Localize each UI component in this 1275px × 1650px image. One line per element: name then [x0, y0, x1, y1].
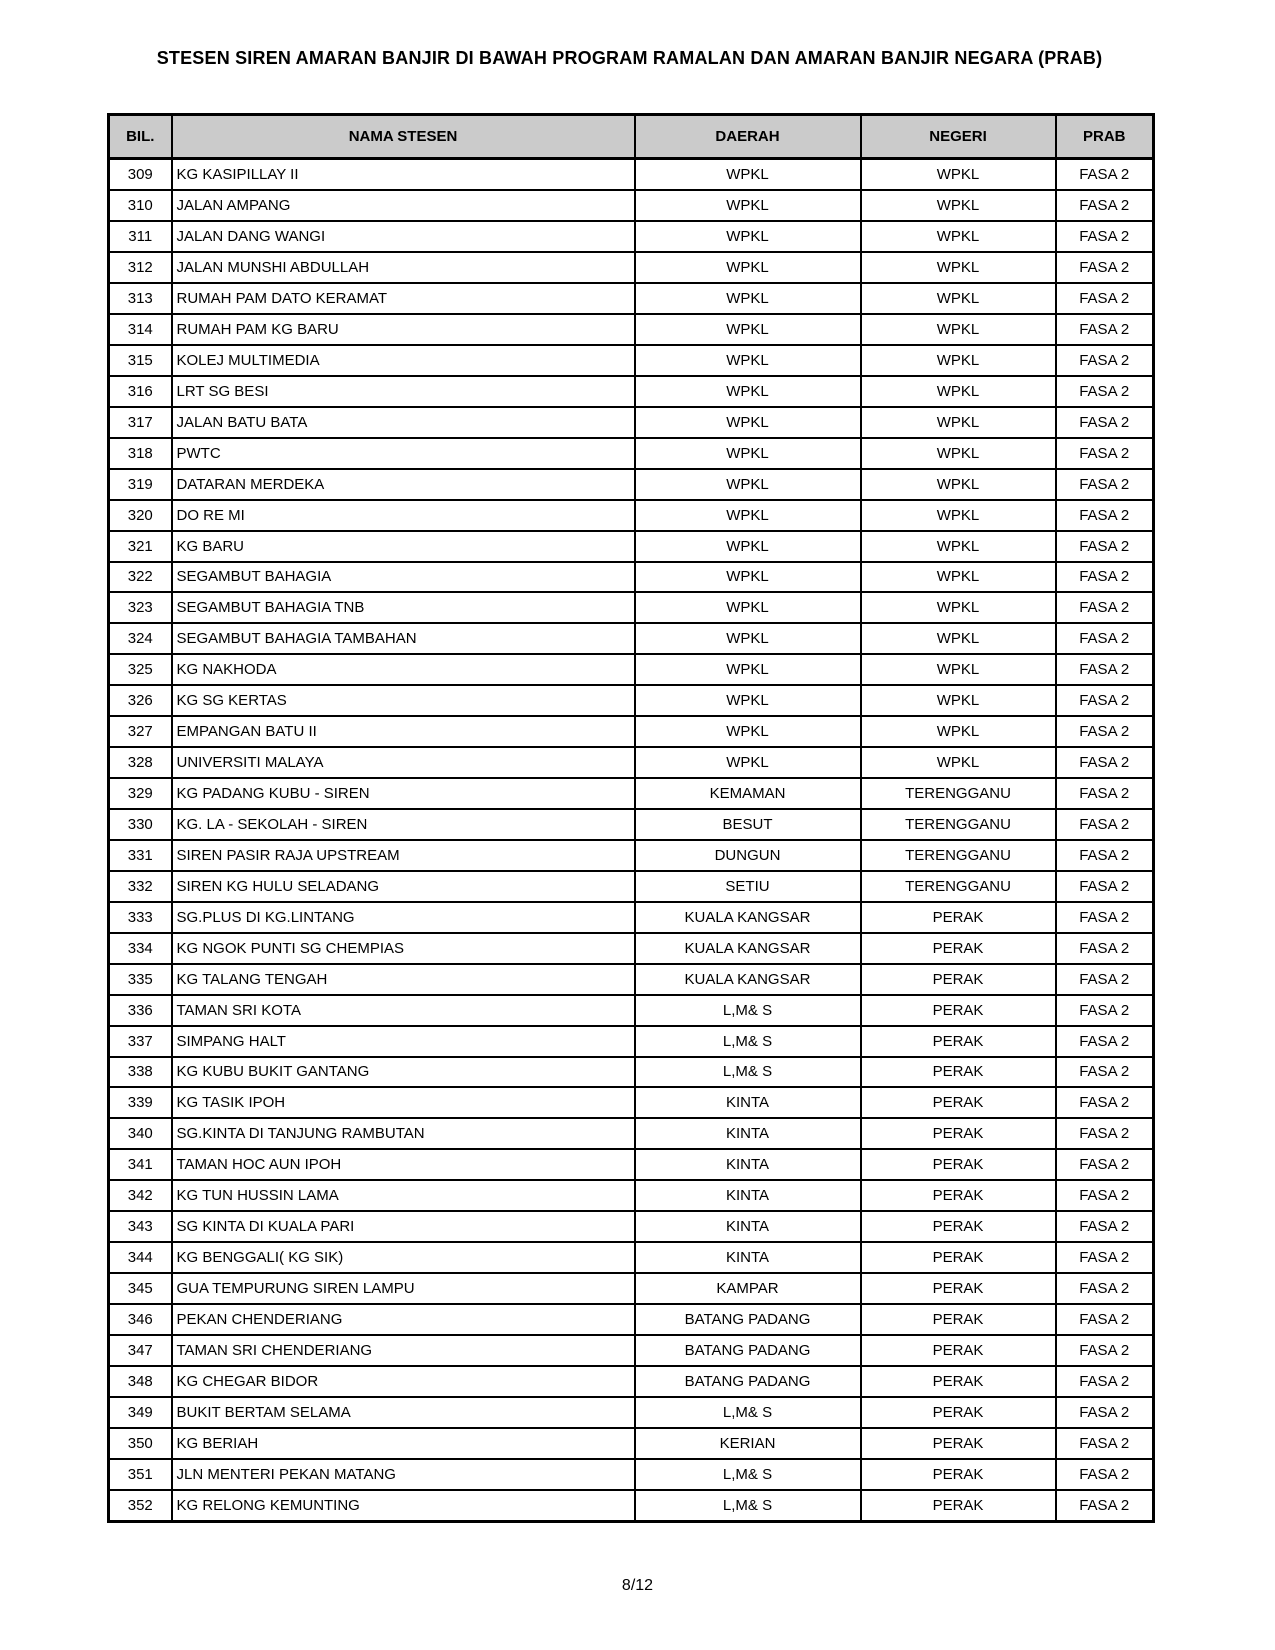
- station-name-cell: KG KASIPILLAY II: [172, 159, 635, 191]
- state-cell: PERAK: [861, 1490, 1056, 1522]
- district-cell: WPKL: [635, 190, 861, 221]
- table-row: [109, 531, 1154, 562]
- station-name-cell: EMPANGAN BATU II: [172, 716, 635, 747]
- district-cell: L,M& S: [635, 1026, 861, 1057]
- table-row: [109, 345, 1154, 376]
- prab-phase-cell: FASA 2: [1056, 314, 1154, 345]
- bil-cell: 333: [109, 902, 172, 933]
- table-row: [109, 1428, 1154, 1459]
- bil-cell: 335: [109, 964, 172, 995]
- table-row: [109, 809, 1154, 840]
- prab-phase-cell: FASA 2: [1056, 1273, 1154, 1304]
- district-cell: L,M& S: [635, 1459, 861, 1490]
- district-cell: BATANG PADANG: [635, 1304, 861, 1335]
- bil-cell: 311: [109, 221, 172, 252]
- state-cell: PERAK: [861, 1335, 1056, 1366]
- station-name-cell: SIREN PASIR RAJA UPSTREAM: [172, 840, 635, 871]
- state-cell: WPKL: [861, 345, 1056, 376]
- state-cell: WPKL: [861, 623, 1056, 654]
- district-cell: WPKL: [635, 221, 861, 252]
- prab-phase-cell: FASA 2: [1056, 747, 1154, 778]
- district-cell: L,M& S: [635, 995, 861, 1026]
- state-cell: WPKL: [861, 159, 1056, 191]
- prab-phase-cell: FASA 2: [1056, 1026, 1154, 1057]
- district-cell: WPKL: [635, 376, 861, 407]
- table-row: [109, 1397, 1154, 1428]
- table-row: [109, 871, 1154, 902]
- district-cell: WPKL: [635, 747, 861, 778]
- station-name-cell: SG.PLUS DI KG.LINTANG: [172, 902, 635, 933]
- prab-phase-cell: FASA 2: [1056, 1180, 1154, 1211]
- station-name-cell: SEGAMBUT BAHAGIA: [172, 562, 635, 593]
- table-row: [109, 190, 1154, 221]
- prab-phase-cell: FASA 2: [1056, 190, 1154, 221]
- table-row: [109, 592, 1154, 623]
- station-name-cell: RUMAH PAM KG BARU: [172, 314, 635, 345]
- table-row: [109, 840, 1154, 871]
- state-cell: TERENGGANU: [861, 871, 1056, 902]
- prab-phase-cell: FASA 2: [1056, 345, 1154, 376]
- prab-phase-cell: FASA 2: [1056, 654, 1154, 685]
- state-cell: WPKL: [861, 221, 1056, 252]
- district-cell: WPKL: [635, 469, 861, 500]
- station-name-cell: BUKIT BERTAM SELAMA: [172, 1397, 635, 1428]
- district-cell: L,M& S: [635, 1490, 861, 1522]
- district-cell: KEMAMAN: [635, 778, 861, 809]
- prab-phase-cell: FASA 2: [1056, 1428, 1154, 1459]
- prab-phase-cell: FASA 2: [1056, 221, 1154, 252]
- station-name-cell: SIREN KG HULU SELADANG: [172, 871, 635, 902]
- station-name-cell: KG RELONG KEMUNTING: [172, 1490, 635, 1522]
- table-row: [109, 438, 1154, 469]
- district-cell: WPKL: [635, 345, 861, 376]
- table-row: [109, 283, 1154, 314]
- siren-stations-table: [107, 113, 1155, 1523]
- district-cell: KINTA: [635, 1242, 861, 1273]
- station-name-cell: KG CHEGAR BIDOR: [172, 1366, 635, 1397]
- station-name-cell: KG PADANG KUBU - SIREN: [172, 778, 635, 809]
- state-cell: TERENGGANU: [861, 778, 1056, 809]
- station-name-cell: JALAN DANG WANGI: [172, 221, 635, 252]
- bil-cell: 334: [109, 933, 172, 964]
- state-cell: WPKL: [861, 376, 1056, 407]
- bil-cell: 343: [109, 1211, 172, 1242]
- district-cell: WPKL: [635, 252, 861, 283]
- prab-phase-cell: FASA 2: [1056, 716, 1154, 747]
- state-cell: PERAK: [861, 933, 1056, 964]
- column-header-bil: BIL.: [109, 115, 172, 159]
- state-cell: WPKL: [861, 407, 1056, 438]
- bil-cell: 309: [109, 159, 172, 191]
- station-name-cell: KG TUN HUSSIN LAMA: [172, 1180, 635, 1211]
- prab-phase-cell: FASA 2: [1056, 1118, 1154, 1149]
- state-cell: PERAK: [861, 1459, 1056, 1490]
- table-row: [109, 1057, 1154, 1088]
- state-cell: WPKL: [861, 747, 1056, 778]
- district-cell: WPKL: [635, 592, 861, 623]
- bil-cell: 310: [109, 190, 172, 221]
- bil-cell: 332: [109, 871, 172, 902]
- prab-phase-cell: FASA 2: [1056, 1490, 1154, 1522]
- station-name-cell: TAMAN SRI CHENDERIANG: [172, 1335, 635, 1366]
- district-cell: WPKL: [635, 407, 861, 438]
- table-row: [109, 1149, 1154, 1180]
- table-row: [109, 1490, 1154, 1522]
- prab-phase-cell: FASA 2: [1056, 1211, 1154, 1242]
- bil-cell: 337: [109, 1026, 172, 1057]
- district-cell: KUALA KANGSAR: [635, 933, 861, 964]
- state-cell: PERAK: [861, 1304, 1056, 1335]
- table-row: [109, 964, 1154, 995]
- state-cell: WPKL: [861, 190, 1056, 221]
- state-cell: TERENGGANU: [861, 809, 1056, 840]
- station-name-cell: SIMPANG HALT: [172, 1026, 635, 1057]
- station-name-cell: JLN MENTERI PEKAN MATANG: [172, 1459, 635, 1490]
- district-cell: KERIAN: [635, 1428, 861, 1459]
- bil-cell: 324: [109, 623, 172, 654]
- prab-phase-cell: FASA 2: [1056, 283, 1154, 314]
- prab-phase-cell: FASA 2: [1056, 1304, 1154, 1335]
- table-row: [109, 1211, 1154, 1242]
- station-name-cell: KG KUBU BUKIT GANTANG: [172, 1057, 635, 1088]
- table-row: [109, 314, 1154, 345]
- state-cell: PERAK: [861, 1211, 1056, 1242]
- station-name-cell: KG. LA - SEKOLAH - SIREN: [172, 809, 635, 840]
- bil-cell: 320: [109, 500, 172, 531]
- table-header-row: [109, 115, 1154, 159]
- bil-cell: 312: [109, 252, 172, 283]
- district-cell: WPKL: [635, 562, 861, 593]
- column-header-prab: PRAB: [1056, 115, 1154, 159]
- state-cell: WPKL: [861, 469, 1056, 500]
- district-cell: WPKL: [635, 283, 861, 314]
- bil-cell: 346: [109, 1304, 172, 1335]
- bil-cell: 315: [109, 345, 172, 376]
- prab-phase-cell: FASA 2: [1056, 1397, 1154, 1428]
- bil-cell: 342: [109, 1180, 172, 1211]
- table-row: [109, 1273, 1154, 1304]
- table-row: [109, 1335, 1154, 1366]
- bil-cell: 329: [109, 778, 172, 809]
- bil-cell: 327: [109, 716, 172, 747]
- prab-phase-cell: FASA 2: [1056, 1087, 1154, 1118]
- district-cell: KINTA: [635, 1180, 861, 1211]
- bil-cell: 347: [109, 1335, 172, 1366]
- district-cell: WPKL: [635, 438, 861, 469]
- bil-cell: 326: [109, 685, 172, 716]
- prab-phase-cell: FASA 2: [1056, 438, 1154, 469]
- prab-phase-cell: FASA 2: [1056, 376, 1154, 407]
- station-name-cell: KG TALANG TENGAH: [172, 964, 635, 995]
- state-cell: WPKL: [861, 716, 1056, 747]
- district-cell: BESUT: [635, 809, 861, 840]
- state-cell: PERAK: [861, 1026, 1056, 1057]
- bil-cell: 340: [109, 1118, 172, 1149]
- bil-cell: 344: [109, 1242, 172, 1273]
- station-name-cell: KG NGOK PUNTI SG CHEMPIAS: [172, 933, 635, 964]
- prab-phase-cell: FASA 2: [1056, 562, 1154, 593]
- district-cell: WPKL: [635, 531, 861, 562]
- table-row: [109, 623, 1154, 654]
- table-row: [109, 562, 1154, 593]
- station-name-cell: SEGAMBUT BAHAGIA TAMBAHAN: [172, 623, 635, 654]
- prab-phase-cell: FASA 2: [1056, 623, 1154, 654]
- state-cell: PERAK: [861, 1149, 1056, 1180]
- state-cell: TERENGGANU: [861, 840, 1056, 871]
- district-cell: KINTA: [635, 1087, 861, 1118]
- station-name-cell: KG SG KERTAS: [172, 685, 635, 716]
- prab-phase-cell: FASA 2: [1056, 809, 1154, 840]
- bil-cell: 323: [109, 592, 172, 623]
- station-name-cell: JALAN MUNSHI ABDULLAH: [172, 252, 635, 283]
- station-name-cell: SG.KINTA DI TANJUNG RAMBUTAN: [172, 1118, 635, 1149]
- bil-cell: 348: [109, 1366, 172, 1397]
- table-row: [109, 1459, 1154, 1490]
- state-cell: PERAK: [861, 1057, 1056, 1088]
- bil-cell: 317: [109, 407, 172, 438]
- district-cell: L,M& S: [635, 1057, 861, 1088]
- district-cell: BATANG PADANG: [635, 1335, 861, 1366]
- state-cell: PERAK: [861, 1428, 1056, 1459]
- bil-cell: 314: [109, 314, 172, 345]
- station-name-cell: JALAN BATU BATA: [172, 407, 635, 438]
- table-row: [109, 376, 1154, 407]
- bil-cell: 322: [109, 562, 172, 593]
- station-name-cell: PEKAN CHENDERIANG: [172, 1304, 635, 1335]
- prab-phase-cell: FASA 2: [1056, 469, 1154, 500]
- prab-phase-cell: FASA 2: [1056, 995, 1154, 1026]
- prab-phase-cell: FASA 2: [1056, 592, 1154, 623]
- bil-cell: 338: [109, 1057, 172, 1088]
- state-cell: WPKL: [861, 654, 1056, 685]
- district-cell: WPKL: [635, 500, 861, 531]
- station-name-cell: DO RE MI: [172, 500, 635, 531]
- prab-phase-cell: FASA 2: [1056, 902, 1154, 933]
- prab-phase-cell: FASA 2: [1056, 1149, 1154, 1180]
- district-cell: KINTA: [635, 1149, 861, 1180]
- state-cell: PERAK: [861, 1366, 1056, 1397]
- bil-cell: 330: [109, 809, 172, 840]
- bil-cell: 318: [109, 438, 172, 469]
- bil-cell: 336: [109, 995, 172, 1026]
- table-row: [109, 778, 1154, 809]
- bil-cell: 341: [109, 1149, 172, 1180]
- station-name-cell: TAMAN SRI KOTA: [172, 995, 635, 1026]
- table-row: [109, 747, 1154, 778]
- bil-cell: 319: [109, 469, 172, 500]
- state-cell: WPKL: [861, 252, 1056, 283]
- bil-cell: 325: [109, 654, 172, 685]
- prab-phase-cell: FASA 2: [1056, 1335, 1154, 1366]
- state-cell: WPKL: [861, 283, 1056, 314]
- table-row: [109, 1366, 1154, 1397]
- page-title: STESEN SIREN AMARAN BANJIR DI BAWAH PROGRAM RAMALAN DAN AMARAN BANJIR NEGARA (PRAB): [156, 48, 1103, 68]
- district-cell: WPKL: [635, 159, 861, 191]
- station-name-cell: KG NAKHODA: [172, 654, 635, 685]
- station-name-cell: LRT SG BESI: [172, 376, 635, 407]
- station-name-cell: KOLEJ MULTIMEDIA: [172, 345, 635, 376]
- state-cell: WPKL: [861, 685, 1056, 716]
- table-row: [109, 469, 1154, 500]
- table-row: [109, 252, 1154, 283]
- state-cell: WPKL: [861, 438, 1056, 469]
- prab-phase-cell: FASA 2: [1056, 933, 1154, 964]
- bil-cell: 351: [109, 1459, 172, 1490]
- bil-cell: 328: [109, 747, 172, 778]
- prab-phase-cell: FASA 2: [1056, 778, 1154, 809]
- district-cell: WPKL: [635, 685, 861, 716]
- table-row: [109, 1180, 1154, 1211]
- bil-cell: 313: [109, 283, 172, 314]
- station-name-cell: JALAN AMPANG: [172, 190, 635, 221]
- station-name-cell: SG KINTA DI KUALA PARI: [172, 1211, 635, 1242]
- state-cell: WPKL: [861, 500, 1056, 531]
- station-name-cell: DATARAN MERDEKA: [172, 469, 635, 500]
- prab-phase-cell: FASA 2: [1056, 531, 1154, 562]
- district-cell: KUALA KANGSAR: [635, 902, 861, 933]
- station-name-cell: KG BERIAH: [172, 1428, 635, 1459]
- bil-cell: 331: [109, 840, 172, 871]
- bil-cell: 339: [109, 1087, 172, 1118]
- table-row: [109, 654, 1154, 685]
- table-row: [109, 500, 1154, 531]
- district-cell: KAMPAR: [635, 1273, 861, 1304]
- column-header-nama-stesen: NAMA STESEN: [172, 115, 635, 159]
- state-cell: WPKL: [861, 562, 1056, 593]
- station-name-cell: SEGAMBUT BAHAGIA TNB: [172, 592, 635, 623]
- prab-phase-cell: FASA 2: [1056, 685, 1154, 716]
- bil-cell: 345: [109, 1273, 172, 1304]
- state-cell: WPKL: [861, 592, 1056, 623]
- district-cell: L,M& S: [635, 1397, 861, 1428]
- bil-cell: 350: [109, 1428, 172, 1459]
- table-row: [109, 1304, 1154, 1335]
- prab-phase-cell: FASA 2: [1056, 159, 1154, 191]
- bil-cell: 316: [109, 376, 172, 407]
- table-row: [109, 1026, 1154, 1057]
- district-cell: WPKL: [635, 314, 861, 345]
- station-name-cell: KG TASIK IPOH: [172, 1087, 635, 1118]
- district-cell: DUNGUN: [635, 840, 861, 871]
- district-cell: WPKL: [635, 716, 861, 747]
- district-cell: KUALA KANGSAR: [635, 964, 861, 995]
- bil-cell: 352: [109, 1490, 172, 1522]
- table-row: [109, 685, 1154, 716]
- station-name-cell: GUA TEMPURUNG SIREN LAMPU: [172, 1273, 635, 1304]
- bil-cell: 349: [109, 1397, 172, 1428]
- state-cell: PERAK: [861, 1273, 1056, 1304]
- state-cell: PERAK: [861, 995, 1056, 1026]
- column-header-daerah: DAERAH: [635, 115, 861, 159]
- district-cell: WPKL: [635, 623, 861, 654]
- state-cell: PERAK: [861, 1242, 1056, 1273]
- state-cell: PERAK: [861, 1397, 1056, 1428]
- prab-phase-cell: FASA 2: [1056, 252, 1154, 283]
- prab-phase-cell: FASA 2: [1056, 407, 1154, 438]
- prab-phase-cell: FASA 2: [1056, 1057, 1154, 1088]
- state-cell: WPKL: [861, 531, 1056, 562]
- table-row: [109, 933, 1154, 964]
- state-cell: PERAK: [861, 1180, 1056, 1211]
- table-row: [109, 902, 1154, 933]
- district-cell: SETIU: [635, 871, 861, 902]
- prab-phase-cell: FASA 2: [1056, 1366, 1154, 1397]
- station-name-cell: PWTC: [172, 438, 635, 469]
- district-cell: KINTA: [635, 1211, 861, 1242]
- station-name-cell: TAMAN HOC AUN IPOH: [172, 1149, 635, 1180]
- district-cell: BATANG PADANG: [635, 1366, 861, 1397]
- state-cell: PERAK: [861, 1087, 1056, 1118]
- station-table-body: [109, 159, 1154, 1522]
- table-row: [109, 407, 1154, 438]
- state-cell: PERAK: [861, 902, 1056, 933]
- state-cell: PERAK: [861, 1118, 1056, 1149]
- prab-phase-cell: FASA 2: [1056, 840, 1154, 871]
- state-cell: PERAK: [861, 964, 1056, 995]
- prab-phase-cell: FASA 2: [1056, 964, 1154, 995]
- district-cell: KINTA: [635, 1118, 861, 1149]
- state-cell: WPKL: [861, 314, 1056, 345]
- table-row: [109, 995, 1154, 1026]
- prab-phase-cell: FASA 2: [1056, 1242, 1154, 1273]
- table-row: [109, 221, 1154, 252]
- table-row: [109, 1087, 1154, 1118]
- station-name-cell: UNIVERSITI MALAYA: [172, 747, 635, 778]
- station-name-cell: KG BARU: [172, 531, 635, 562]
- table-row: [109, 1242, 1154, 1273]
- table-row: [109, 716, 1154, 747]
- station-name-cell: KG BENGGALI( KG SIK): [172, 1242, 635, 1273]
- table-row: [109, 1118, 1154, 1149]
- page-number: 8/12: [621, 1577, 654, 1594]
- prab-phase-cell: FASA 2: [1056, 500, 1154, 531]
- column-header-negeri: NEGERI: [861, 115, 1056, 159]
- district-cell: WPKL: [635, 654, 861, 685]
- table-row: [109, 159, 1154, 191]
- prab-phase-cell: FASA 2: [1056, 1459, 1154, 1490]
- bil-cell: 321: [109, 531, 172, 562]
- station-name-cell: RUMAH PAM DATO KERAMAT: [172, 283, 635, 314]
- prab-phase-cell: FASA 2: [1056, 871, 1154, 902]
